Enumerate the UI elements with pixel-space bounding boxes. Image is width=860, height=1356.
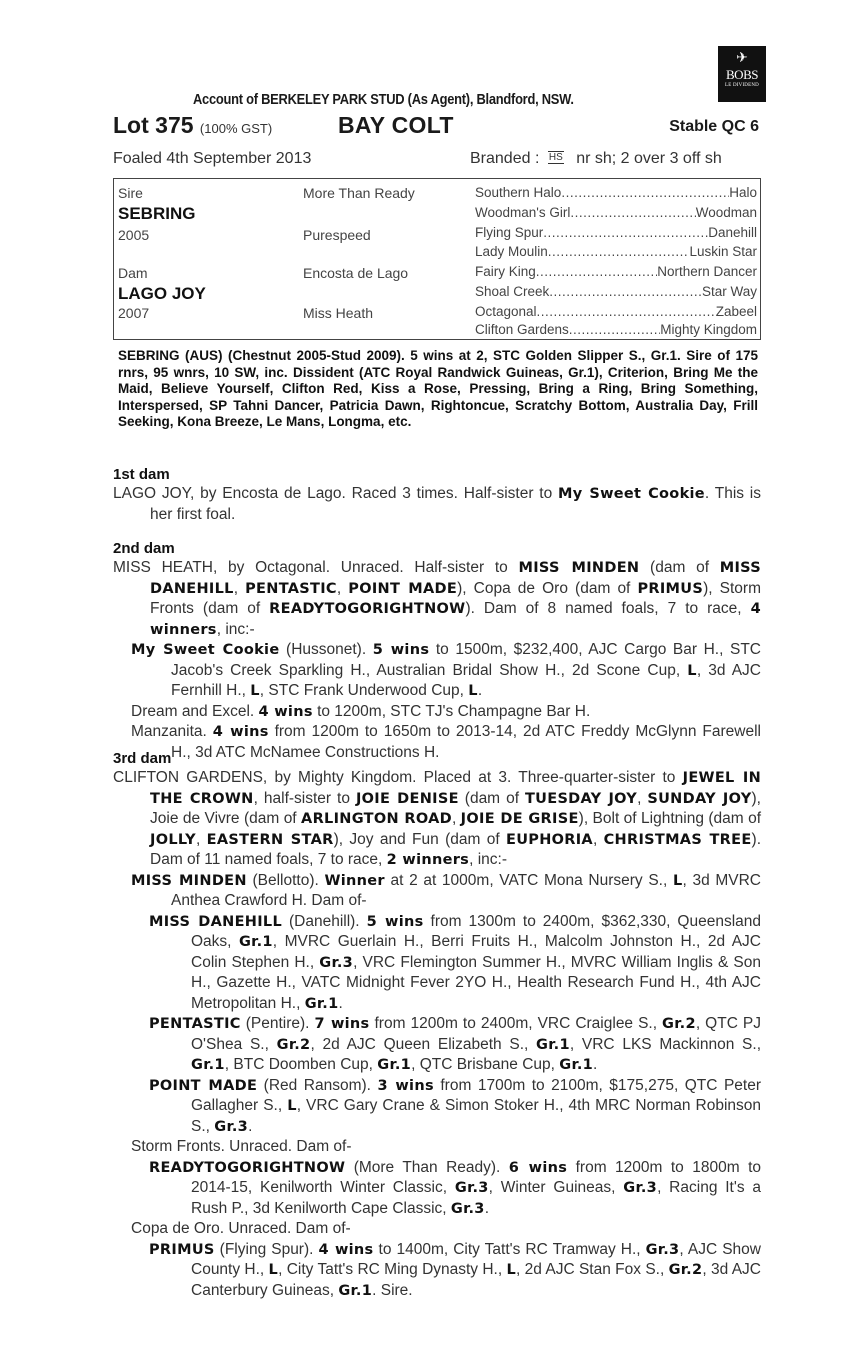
great-grandparent <box>475 225 757 240</box>
bold-text: L <box>672 872 683 889</box>
great-grandparent <box>475 264 757 279</box>
text: (dam of <box>639 559 720 576</box>
text: . <box>593 1056 598 1073</box>
text: , 3d AJC Canterbury Guineas, <box>191 1261 761 1299</box>
great-grandparent <box>475 322 757 337</box>
bold-text: Gr.3 <box>623 1180 658 1196</box>
text: (Bellotto). <box>246 871 325 889</box>
bold-text: Gr.2 <box>668 1262 703 1278</box>
gg-right: Zabeel <box>715 304 757 319</box>
bold-text: 5 wins <box>366 913 424 930</box>
text: , <box>233 579 246 597</box>
gg-right: Halo <box>729 185 757 200</box>
great-grandparent <box>475 205 757 220</box>
foaled-date: Foaled 4th September 2013 <box>113 150 312 167</box>
text: from 1200m to 1800m to 2014-15, Kenilworth Winter Classic, <box>191 1158 761 1196</box>
bold-text: MISS DANEHILL <box>149 913 282 930</box>
bold-text: 7 wins <box>314 1016 370 1032</box>
text: , VRC Gary Crane & Simon Stoker H., 4th MRC Norman Robinson S., <box>191 1097 762 1135</box>
leader-dots <box>570 205 695 220</box>
progeny-storm-fronts: Storm Fronts. Unraced. Dam of- <box>131 1138 352 1155</box>
text: from 1200m to 1650m to 2013-14, 2d ATC Freddy McGlynn Farewell H., 3d ATC McNamee Constructions H. <box>171 723 761 761</box>
bold-text: JOIE DENISE <box>355 790 459 807</box>
second-dam-heading: 2nd dam <box>113 540 175 557</box>
bold-text: Gr.1 <box>377 1057 412 1073</box>
text: , Winter Guineas, <box>488 1179 624 1196</box>
leader-dots <box>536 264 657 279</box>
gg-left: Lady Moulin <box>475 244 548 259</box>
second-dam-section <box>113 540 761 763</box>
bold-name: My Sweet Cookie <box>558 486 705 502</box>
bold-text: 4 winners <box>150 601 761 638</box>
third-dam-heading: 3rd dam <box>113 750 172 767</box>
bold-text: MISS DANEHILL <box>150 560 761 597</box>
bold-text: L <box>287 1098 297 1114</box>
text: ), Copa de Oro (dam of <box>457 579 638 597</box>
bold-text: EUPHORIA <box>506 831 593 848</box>
listed-badge: L <box>687 662 697 679</box>
bold-text: PENTASTIC <box>149 1016 241 1032</box>
text: , City Tatt's RC Ming Dynasty H., <box>278 1261 507 1278</box>
bold-text: 3 wins <box>377 1077 434 1094</box>
text: ), Storm Fronts (dam of <box>150 579 762 617</box>
leader-dots <box>569 322 660 337</box>
branded-detail: nr sh; 2 over 3 off sh <box>576 150 722 167</box>
text: (Danehill). <box>282 912 367 930</box>
gg-right: Woodman <box>695 205 757 220</box>
bold-text: 6 wins <box>508 1159 568 1176</box>
bold-text: PENTASTIC <box>245 580 337 597</box>
bold-text: JOIE DE GRISE <box>460 811 579 827</box>
listed-badge: L <box>468 683 478 699</box>
bold-text: Gr.2 <box>662 1016 696 1032</box>
bold-text: Gr.2 <box>276 1036 311 1053</box>
first-dam-text <box>113 484 761 525</box>
bold-text: PRIMUS <box>149 1241 215 1258</box>
gg-left: Clifton Gardens <box>475 322 569 337</box>
text: . Sire. <box>372 1281 413 1299</box>
text: , QTC PJ O'Shea S., <box>191 1015 761 1053</box>
branded-label: Branded : <box>470 150 540 167</box>
text: , VRC Flemington Summer H., MVRC William Inglis & Son H., Gazette H., VATC Midnight Fever 2YO H., Health Research Fund H., 4th AJC Metropolitan H., <box>191 953 762 1012</box>
text: , AJC Show County H., <box>191 1240 761 1278</box>
bold-text: Gr.1 <box>559 1057 594 1073</box>
gg-right: Star Way <box>701 284 757 299</box>
text: , <box>451 810 461 827</box>
text: . <box>484 1199 490 1217</box>
bold-text: Gr.3 <box>319 954 354 971</box>
granddam-maternal: Miss Heath <box>303 305 374 321</box>
gg-right: Northern Dancer <box>657 264 757 279</box>
vendor-account: Account of BERKELEY PARK STUD (As Agent), Blandford, NSW. <box>193 91 574 108</box>
bold-wins: 5 wins <box>372 642 430 658</box>
bold-text: Winner <box>324 872 385 889</box>
text: , <box>336 579 349 597</box>
progeny-entry <box>113 640 761 702</box>
dam-name: LAGO JOY <box>118 284 206 303</box>
bold-text: Gr.3 <box>645 1241 680 1258</box>
logo-sub: LE DIVIDEND <box>725 83 759 88</box>
gg-left: Woodman's Girl <box>475 205 571 220</box>
leader-dots <box>549 284 702 299</box>
progeny-entry <box>113 702 761 723</box>
text: , <box>592 830 604 848</box>
text: Manzanita. <box>131 723 213 740</box>
great-grandparent <box>475 185 757 200</box>
text: , half-sister to <box>253 789 356 807</box>
text: to 1500m, $232,400, AJC Cargo Bar H., STC Jacob's Creek Sparkling H., Australian Bridal Show H., 2d Scone Cup, <box>171 641 761 679</box>
brand-info <box>470 150 722 168</box>
text: (Pentire). <box>240 1015 315 1032</box>
text: ), Joy and Fun (dam of <box>333 830 506 848</box>
bold-text: POINT MADE <box>348 580 458 597</box>
text: , <box>637 789 648 807</box>
text: (Red Ransom). <box>257 1076 378 1094</box>
dam-label: Dam <box>118 265 148 281</box>
progeny-copa-de-oro: Copa de Oro. Unraced. Dam of- <box>131 1220 351 1237</box>
gg-left: Flying Spur <box>475 225 544 240</box>
bold-text: Gr.3 <box>450 1200 485 1217</box>
text: MISS HEATH, by Octagonal. Unraced. Half-sister to <box>113 559 519 576</box>
bold-text: JEWEL IN THE CROWN <box>150 770 761 807</box>
pedigree-table <box>113 178 761 340</box>
listed-badge: L <box>250 683 260 699</box>
gg-left: Southern Halo <box>475 185 562 200</box>
second-dam-text <box>113 558 761 640</box>
progeny-readytogorightnow <box>113 1158 761 1220</box>
text: from 1700m to 2100m, $175,275, QTC Peter Gallagher S., <box>191 1076 761 1114</box>
text: CLIFTON GARDENS, by Mighty Kingdom. Placed at 3. Three-quarter-sister to <box>113 769 683 786</box>
progeny-point-made <box>113 1076 761 1138</box>
leader-dots <box>561 185 729 200</box>
progeny-primus <box>113 1240 761 1302</box>
lot-header <box>113 112 761 142</box>
text: to 1400m, City Tatt's RC Tramway H., <box>373 1240 646 1258</box>
text: from 1300m to 2400m, $362,330, Queensland Oaks, <box>191 912 762 950</box>
text: , BTC Doomben Cup, <box>224 1056 378 1073</box>
bold-text: L <box>506 1262 517 1278</box>
sire-summary: SEBRING (AUS) (Chestnut 2005-Stud 2009). 5 wins at 2, STC Golden Slipper S., Gr.1. Sire of 175 rnrs, 95 wnrs, 10 SW, inc. Dissident (ATC Royal Randwick Guineas, Gr.1), Criterion, Bring Me the Maid, Believe Yourself, Clifton Red, Kiss a Rose, Pressing, Bring a Ring, Bring Something, Interspersed, SP Tahni Dancer, Patricia Dawn, Rightoncue, Scratchy Bottom, Australia Day, Frill Seeking, Kona Breeze, Le Mans, Longma, etc. <box>118 348 758 429</box>
great-grandparent <box>475 244 757 259</box>
gst-note: (100% GST) <box>199 121 273 136</box>
gg-right: Danehill <box>708 225 757 240</box>
text: at 2 at 1000m, VATC Mona Nursery S., <box>384 871 673 889</box>
bold-text: CHRISTMAS TREE <box>603 831 752 848</box>
text: , <box>195 830 207 848</box>
text: , Racing It's a Rush P., 3d Kenilworth Cape Classic, <box>191 1179 762 1217</box>
gg-right: Luskin Star <box>689 244 757 259</box>
bold-text: READYTOGORIGHTNOW <box>269 601 466 617</box>
dam-year: 2007 <box>118 305 150 321</box>
sire-label: Sire <box>118 185 143 201</box>
bird-icon: ✈ <box>736 51 748 66</box>
first-dam-heading: 1st dam <box>113 466 170 483</box>
bold-text: PRIMUS <box>637 580 704 597</box>
bold-text: TUESDAY JOY <box>524 790 638 807</box>
horse-sex-colour: BAY COLT <box>338 112 454 138</box>
bold-text: MISS MINDEN <box>518 560 640 576</box>
text: , VRC LKS Mackinnon S., <box>569 1035 761 1053</box>
text: ), Joie de Vivre (dam of <box>150 789 761 827</box>
bold-text: Gr.3 <box>214 1118 249 1135</box>
text: , 2d AJC Queen Elizabeth S., <box>310 1035 537 1053</box>
bold-wins: 4 wins <box>258 703 313 720</box>
text: ). Dam of 11 named foals, 7 to race, <box>150 830 761 868</box>
text: . <box>248 1117 253 1135</box>
bold-text: POINT MADE <box>149 1077 258 1094</box>
bold-text: MISS MINDEN <box>131 872 247 889</box>
text: , inc:- <box>216 620 255 638</box>
bold-wins: 4 wins <box>212 724 269 740</box>
bold-name: My Sweet Cookie <box>131 642 280 658</box>
grandsire-paternal: More Than Ready <box>303 185 415 201</box>
text: , MVRC Guerlain H., Berri Fruits H., Malcolm Johnston H., 2d AJC Colin Stephen H., <box>191 933 761 971</box>
text: (Hussonet). <box>279 641 373 658</box>
text: (More Than Ready). <box>345 1158 509 1176</box>
bold-text: Gr.1 <box>238 934 273 950</box>
bold-text: Gr.3 <box>454 1180 489 1196</box>
text: LAGO JOY, by Encosta de Lago. Raced 3 times. Half-sister to <box>113 485 559 502</box>
bold-text: EASTERN STAR <box>206 831 334 848</box>
bold-text: Gr.1 <box>191 1057 225 1073</box>
third-dam-section <box>113 750 761 1301</box>
gg-left: Octagonal <box>475 304 537 319</box>
text: from 1200m to 2400m, VRC Craiglee S., <box>369 1015 663 1032</box>
bold-text: Gr.1 <box>536 1036 570 1053</box>
bold-text: ARLINGTON ROAD <box>301 811 452 827</box>
bold-text: JOLLY <box>150 831 196 848</box>
bold-text: READYTOGORIGHTNOW <box>149 1159 346 1176</box>
text: ), Bolt of Lightning (dam of <box>578 810 762 827</box>
sire-name: SEBRING <box>118 204 196 223</box>
progeny-pentastic <box>113 1014 761 1076</box>
first-dam-section <box>113 466 761 525</box>
brand-mark-icon: HS <box>548 152 563 163</box>
bold-text: 4 wins <box>318 1241 374 1258</box>
text: . <box>338 994 343 1012</box>
lot-number <box>113 112 272 139</box>
gg-left: Shoal Creek <box>475 284 550 299</box>
sire-year: 2005 <box>118 227 150 243</box>
text: Dream and Excel. <box>131 702 259 720</box>
progeny-miss-minden <box>113 871 761 912</box>
text: , 2d AJC Stan Fox S., <box>516 1261 669 1278</box>
bold-text: L <box>268 1262 279 1278</box>
text: , 3d MVRC Anthea Crawford H. Dam of- <box>171 871 761 909</box>
text: . <box>477 682 483 699</box>
bold-text: Gr.1 <box>338 1282 373 1299</box>
bold-text: 2 winners <box>386 852 470 868</box>
logo-name: BOBS <box>726 67 758 82</box>
gg-right: Mighty Kingdom <box>660 322 757 337</box>
gg-left: Fairy King <box>475 264 536 279</box>
great-grandparent <box>475 304 757 319</box>
text: , STC Frank Underwood Cup, <box>259 682 469 699</box>
text: , inc:- <box>469 851 508 868</box>
progeny-miss-danehill <box>113 912 761 1015</box>
stable-location: Stable QC 6 <box>669 118 759 135</box>
text: , 3d AJC Fernhill H., <box>171 661 762 699</box>
text: to 1200m, STC TJ's Champagne Bar H. <box>312 702 591 720</box>
text: (Flying Spur). <box>214 1240 319 1258</box>
text: (dam of <box>458 789 525 807</box>
third-dam-text <box>113 768 761 871</box>
great-grandparent <box>475 284 757 299</box>
leader-dots <box>548 244 690 259</box>
text: , QTC Brisbane Cup, <box>411 1056 560 1073</box>
bold-text: SUNDAY JOY <box>647 790 752 807</box>
bobs-logo <box>718 46 766 102</box>
granddam-paternal: Purespeed <box>303 227 371 243</box>
text: ). Dam of 8 named foals, 7 to race, <box>465 600 751 617</box>
bold-text: Gr.1 <box>304 995 339 1012</box>
lot-label: Lot 375 <box>113 112 194 138</box>
text: . This is her first foal. <box>150 485 761 523</box>
leader-dots <box>543 225 708 240</box>
leader-dots <box>537 304 716 319</box>
grandsire-maternal: Encosta de Lago <box>303 265 409 281</box>
